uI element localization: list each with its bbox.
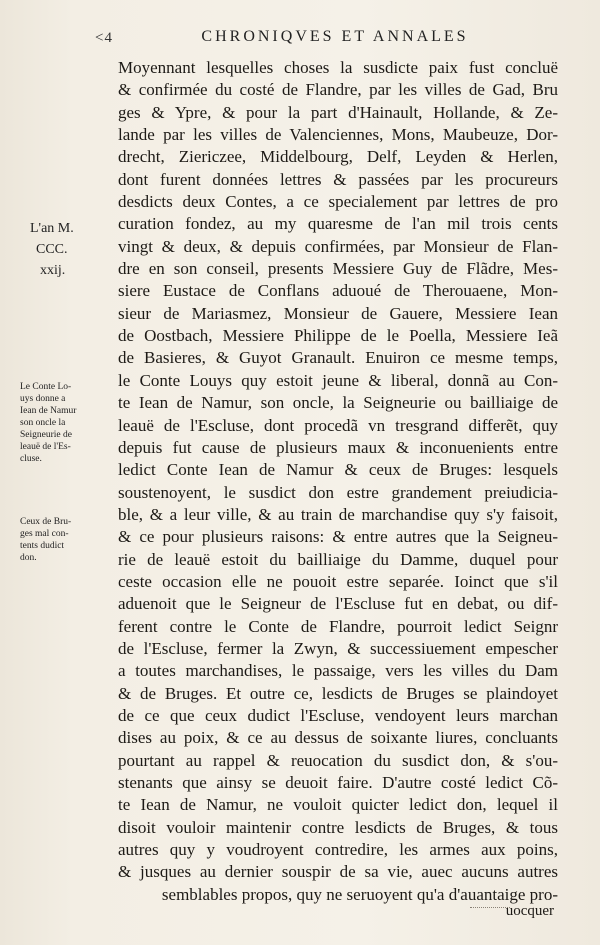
body-line: stenants que ainsy se deuoit faire. D'autre costé ledict Cõ-	[118, 773, 558, 792]
body-line: Moyennant lesquelles choses la susdicte paix fust concluë	[118, 58, 558, 77]
body-line: ledict Conte Iean de Namur & ceux de Bruges: lesquels	[118, 460, 558, 480]
body-line: sieur de Mariasmez, Monsieur de Gauere, Messiere Iean	[118, 303, 558, 323]
body-line: dre en son conseil, presents Messiere Guy de Flãdre, Mes-	[118, 259, 558, 279]
body-line: a toutes marchandises, le passaige, vers les villes du Dam	[118, 661, 558, 681]
body-line: rie de leauë estoit du bailliaige du Damme, duquel pour	[118, 549, 558, 569]
body-line: & jusques au dernier souspir de sa vie, auec aucuns autres	[118, 862, 558, 882]
body-line: curation fondez, au my quaresme de l'an mil trois cents	[118, 214, 558, 234]
body-line: vingt & deux, & depuis confirmées, par Monsieur de Flan-	[118, 236, 558, 256]
sidenote-line: don.	[20, 553, 37, 563]
body-line: dises au poix, & ce au dessus de soixante liures, concluants	[118, 728, 558, 748]
body-line: leauë de l'Escluse, dont procedã vn tresgrand differẽt, quy	[118, 415, 558, 435]
body-line: & confirmée du costé de Flandre, par les villes de Gad, Bru	[118, 80, 558, 100]
body-line: & de Bruges. Et outre ce, lesdicts de Bruges se plaindoyet	[118, 683, 558, 703]
sidenote-line: xxij.	[40, 263, 66, 278]
sidenote-line: uys donne a	[20, 394, 66, 404]
sidenote-line: Ceux de Bru-	[20, 517, 72, 527]
body-line: pourtant au rappel & reuocation du susdict don, & s'ou-	[118, 750, 558, 770]
page-number: <4	[95, 30, 113, 46]
body-line: dont furent données lettres & passées par les procureurs	[118, 169, 558, 189]
sidenote-line: Le Conte Lo-	[20, 382, 72, 392]
body-line: de Basieres, & Guyot Granault. Enuiron ce mesme temps,	[118, 348, 558, 368]
sidenote-line: Iean de Namur	[20, 406, 77, 416]
body-line: siere Eustace de Conflans aduoué de Therouaene, Mon-	[118, 281, 558, 301]
sidenote-line: Seigneurie de	[20, 430, 72, 440]
body-line: desdicts deux Contes, a ce specialement par lettres de pro	[118, 192, 558, 212]
running-head: CHRONIQVES ET ANNALES	[201, 28, 469, 45]
body-line: ceste occasion elle ne pouoit estre separée. Ioinct que s'il	[118, 571, 558, 591]
body-line: de ce que ceux dudict l'Escluse, vendoyent leurs marchan	[118, 705, 558, 725]
body-text	[118, 57, 558, 906]
body-line: lande par les villes de Valenciennes, Mons, Maubeuze, Dor-	[118, 125, 558, 145]
sidenote-line: son oncle la	[20, 418, 66, 428]
ink-smudge	[470, 895, 510, 908]
body-line: depuis fut cause de plusieurs maux & inconuenients entre	[118, 437, 558, 457]
body-line: de Oostbach, Messiere Philippe de le Poella, Messiere Ieã	[118, 326, 558, 346]
sidenote-line: cluse.	[20, 454, 42, 464]
sidenote-conte-louys	[20, 381, 98, 465]
body-line: ferent contre le Conte de Flandre, pourroit ledict Seignr	[118, 616, 558, 636]
sidenote-year	[30, 218, 105, 281]
body-line: te Iean de Namur, son oncle, la Seigneurie ou bailliaige de	[118, 393, 558, 413]
sidenote-line: L'an M.	[30, 221, 74, 236]
body-line: le Conte Louys quy estoit jeune & liberal, donnã au Con-	[118, 370, 558, 390]
body-line: drecht, Ziericzee, Middelbourg, Delf, Leyden & Herlen,	[118, 147, 558, 167]
body-line: & ce pour plusieurs raisons: & entre autres que la Seigneu-	[118, 527, 558, 547]
body-line: soustenoyent, le susdict don estre grandement preiudicia-	[118, 482, 558, 502]
body-line: de l'Escluse, fermer la Zwyn, & successiuement empescher	[118, 638, 558, 658]
body-line: disoit vouloir maintenir contre lesdicts de Bruges, & tous	[118, 817, 558, 837]
body-line: ges & Ypre, & pour la part d'Hainault, Hollande, & Ze-	[118, 102, 558, 122]
catchword: uocquer	[505, 903, 554, 919]
body-line: ble, & a leur ville, & au train de marchandise quy s'y faisoit,	[118, 504, 558, 524]
body-line: aduenoit que le Seigneur de l'Escluse fut en debat, ou dif-	[118, 594, 558, 614]
sidenote-line: leauë de l'Es-	[20, 442, 71, 452]
body-line: semblables propos, quy ne seruoyent qu'a d'auantaige pro-	[161, 884, 558, 904]
body-line: te Iean de Namur, ne vouloit quicter ledict don, lequel il	[118, 795, 558, 815]
sidenote-bruges	[20, 516, 98, 564]
body-line: autres quy y voudroyent contredire, les armes aux poins,	[118, 840, 558, 860]
sidenote-line: CCC.	[36, 242, 68, 257]
sidenote-line: ges mal con-	[20, 529, 69, 539]
sidenote-line: tents dudict	[20, 541, 65, 551]
